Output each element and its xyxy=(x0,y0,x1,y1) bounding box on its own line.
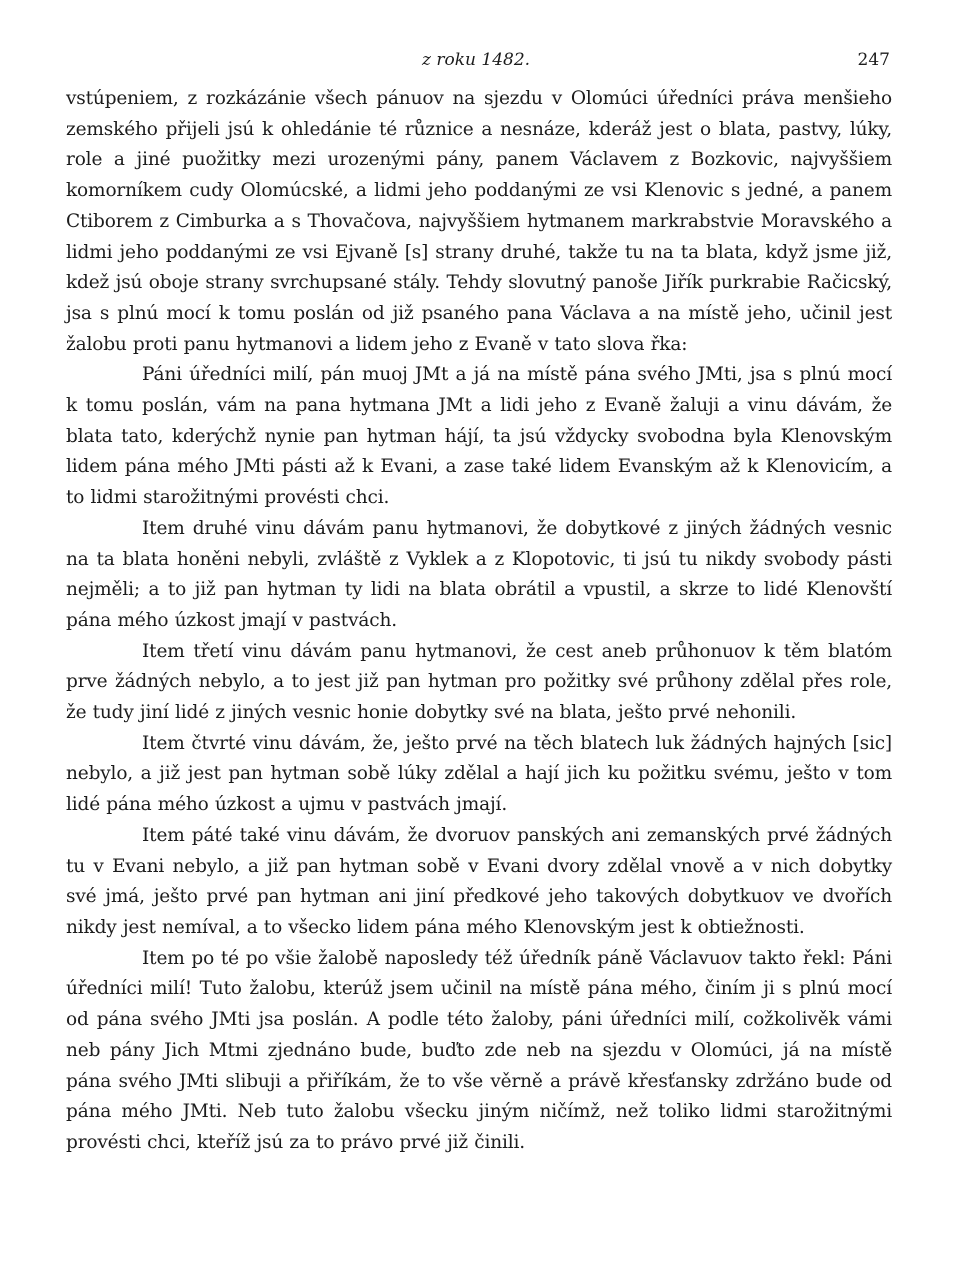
paragraph-item-fifth: Item páté také vinu dávám, že dvoruov panských ani zemanských prvé žádných tu v Evani nebylo, a již pan hytman sobě v Evani dvory zdělal vnově a v nich dobytky své jmá, ješto prvé pan hytman ani jiní předkové jeho takových dobytkuov ve dvořích nikdy jest nemíval, a to všecko lidem pána mého Klenovským jest k obtiežnosti. xyxy=(66,824,892,938)
running-head xyxy=(66,44,892,84)
paragraph-opening: vstúpeniem, z rozkázánie všech pánuov na sjezdu v Olomúci úředníci práva menšieho zemského přijeli jsú k ohledánie té různice a nesnáze, kderáž jest o blata, pastvy, lúky, role a jiné puožitky mezi urozenými pány, panem Václavem z Bozkovic, najvyššiem komorníkem cudy Olomúcské, a lidmi jeho poddanými ze vsi Klenovic s jedné, a panem Ctiborem z Cimburka a s Thovačova, najvyššiem hytmanem markrabstvie Moravského a lidmi jeho poddanými ze vsi Ejvaně [s] strany druhé, takže tu na ta blata, když jsme již, kdež jsú oboje strany svrchupsané stály. Tehdy slovutný panoše Jiřík purkrabie Račicský, jsa s plnú mocí k tomu poslán od již psaného pana Václava a na místě jeho, učinil jest žalobu proti panu hytmanovi a lidem jeho z Evaně v tato slova řka: xyxy=(66,88,892,355)
paragraph-item-second: Item druhé vinu dávám panu hytmanovi, že dobytkové z jiných žádných vesnic na ta blata honěni nebyli, zvláště z Vyklek a z Klopotovic, ti jsú tu nikdy svobody pásti nejměli; a to již pan hytman ty lidi na blata obrátil a vpustil, a skrze to lidé Klenovští pána mého úzkost jmají v pastvách. xyxy=(66,517,892,631)
page-number: 247 xyxy=(857,50,890,70)
paragraph-closing: Item po té po všie žalobě naposledy též úředník páně Václavuov takto řekl: Páni úředníci milí! Tuto žalobu, kterúž jsem učinil na místě pána mého, činím ji s plnú mocí od pána svého JMti jsa poslán. A podle této žaloby, páni úředníci milí, cožkolivěk vámi neb pány Jich Mtmi zjednáno bude, buďto zde neb na sjezdu v Olomúci, já na místě pána svého JMti slibuji a přiříkám, že to vše věrně a právě křesťansky zdržáno bude od pána mého JMti. Neb tuto žalobu všecku jiným ničímž, než toliko lidmi starožitnými provésti chci, kteříž jsú za to právo prvé již činili. xyxy=(66,947,892,1153)
body-text xyxy=(66,84,892,1159)
paragraph-complaint: Páni úředníci milí, pán muoj JMt a já na místě pána svého JMti, jsa s plnú mocí k tomu poslán, vám na pana hytmana JMt a lidi jeho z Evaně žaluji a vinu dávám, že blata tato, kderýchž nynie pan hytman hájí, ta jsú vždycky svobodna byla Klenovským lidem pána mého JMti pásti až k Evani, a zase také lidem Evanským až k Klenovicím, a to lidmi starožitnými provésti chci. xyxy=(66,364,892,509)
document-page xyxy=(66,44,892,1159)
paragraph-item-fourth: Item čtvrté vinu dávám, že, ješto prvé na těch blatech luk žádných hajných [sic] nebylo, a již jest pan hytman sobě lúky zdělal a hají jich ku požitku svému, ješto v tom lidé pána mého úzkost a ujmu v pastvách jmají. xyxy=(66,732,892,816)
paragraph-item-third: Item třetí vinu dávám panu hytmanovi, že cest aneb průhonuov k těm blatóm prve žádných nebylo, a to jest již pan hytman pro požitky své průhony zdělal přes role, že tudy jiní lidé z jiných vesnic honie dobytky své na blata, ješto prvé nehonili. xyxy=(66,640,892,724)
running-title: z roku 1482. xyxy=(422,50,531,70)
